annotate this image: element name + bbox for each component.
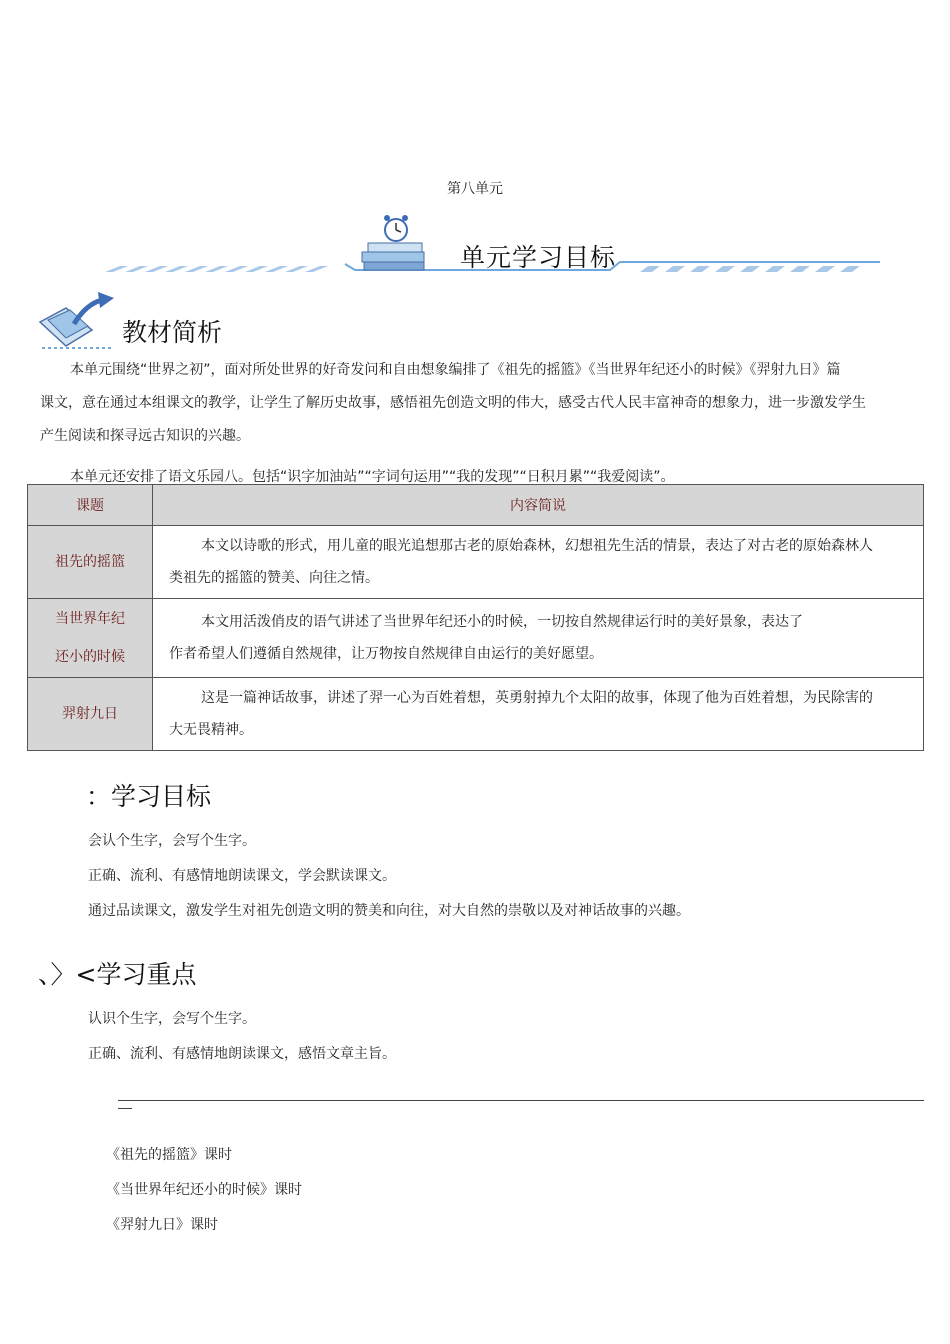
materials-para-line-2: 课文，意在通过本组课文的教学，让学生了解历史故事，感悟祖先创造文明的伟大，感受古代人民丰富神奇的想象力，进一步激发学生 (40, 395, 866, 411)
banner-title: 单元学习目标 (460, 243, 617, 272)
banner-left-stripes (105, 266, 328, 272)
content-table (27, 484, 924, 751)
row-topic-text: 祖先的摇篮 (55, 554, 125, 570)
table-row (28, 599, 924, 678)
materials-para-line-3: 产生阅读和探寻远古知识的兴趣。 (40, 428, 250, 444)
banner-right-stripes (640, 266, 860, 272)
materials-para-2: 本单元还安排了语文乐园八。包括“识字加油站”“字词句运用”“我的发现”“日积月累”“我爱阅读”。 (70, 469, 675, 485)
materials-title: 教材简析 (122, 318, 223, 347)
row-summary (153, 599, 924, 678)
materials-para-line-1: 本单元围绕“世界之初”，面对所处世界的好奇发问和自由想象编排了《祖先的摇篮》《当世界年纪还小的时候》《羿射九日》篇 (70, 362, 841, 378)
books-clock-icon (362, 215, 424, 270)
header-summary: 内容简说 (153, 485, 924, 526)
row-summary-line: 本文用活泼俏皮的语气讲述了当世界年纪还小的时候，一切按自然规律运行时的美好景象，表达了 (201, 614, 803, 630)
row-summary-line: 大无畏精神。 (169, 722, 253, 738)
row-topic-text: 还小的时候 (55, 649, 125, 665)
row-topic (28, 526, 153, 599)
row-summary-line: 本文以诗歌的形式，用儿童的眼光追想那古老的原始森林，幻想祖先生活的情景，表达了对古老的原始森林人 (201, 538, 873, 554)
schedule-item: 《羿射九日》课时 (106, 1217, 218, 1233)
focus-item: 认识个生字，会写个生字。 (88, 1011, 256, 1027)
table-header-row (28, 485, 924, 526)
goal-item: 会认个生字，会写个生字。 (88, 833, 256, 849)
row-summary-line: 作者希望人们遵循自然规律，让万物按自然规律自由运行的美好愿望。 (169, 646, 603, 662)
row-summary-line: 类祖先的摇篮的赞美、向往之情。 (169, 570, 379, 586)
section-divider (118, 1100, 924, 1101)
row-summary-line: 这是一篇神话故事，讲述了羿一心为百姓着想，英勇射掉九个太阳的故事，体现了他为百姓着想，为民除害的 (201, 690, 873, 706)
focus-title: 、〉<学习重点 (38, 960, 197, 989)
goal-item: 正确、流利、有感情地朗读课文，学会默读课文。 (88, 868, 396, 884)
goal-item: 通过品读课文，激发学生对祖先创造文明的赞美和向往，对大自然的崇敬以及对神话故事的兴趣。 (88, 903, 690, 919)
schedule-item: 《当世界年纪还小的时候》课时 (106, 1182, 302, 1198)
table-row (28, 678, 924, 751)
row-topic (28, 599, 153, 678)
focus-item: 正确、流利、有感情地朗读课文，感悟文章主旨。 (88, 1046, 396, 1062)
goals-title: ：学习目标 (86, 782, 212, 811)
row-topic (28, 678, 153, 751)
header-topic: 课题 (28, 485, 153, 526)
schedule-item: 《祖先的摇篮》课时 (106, 1147, 232, 1163)
unit-label: 第八单元 (447, 181, 503, 197)
divider-dash (118, 1108, 132, 1109)
table-row (28, 526, 924, 599)
row-topic-text: 羿射九日 (62, 706, 118, 722)
row-summary (153, 678, 924, 751)
row-topic-text: 当世界年纪 (55, 611, 125, 627)
textbook-arrow-icon (36, 290, 118, 352)
row-summary (153, 526, 924, 599)
